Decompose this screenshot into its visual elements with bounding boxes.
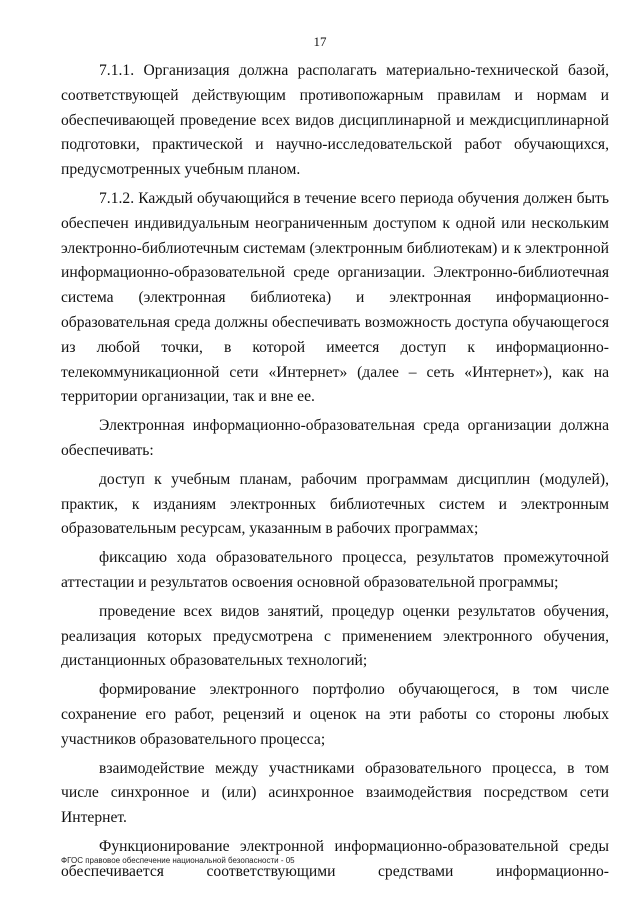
footer-document-code: ФГОС правовое обеспечение национальной безопасности - 05 xyxy=(61,856,295,865)
paragraph-functioning: Функционирование электронной информационно-образовательной среды обеспечивается соответствующими средствами информационно- xyxy=(61,837,609,880)
list-item-recording: фиксацию хода образовательного процесса, результатов промежуточной аттестации и результатов освоения основной образовательной программы; xyxy=(61,549,609,591)
paragraph-7-1-2: 7.1.2. Каждый обучающийся в течение всего периода обучения должен быть обеспечен индивидуальным неограниченным доступом к одной или нескольким электронно-библиотечным системам (электронным библиотекам) и к электронной информационно-образовательной среде организации. Электронно-библиотечная система (электронная библиотека) и электронная информационно-образовательная среда должны обеспечивать возможность доступа обучающегося из любой точки, в которой имеется доступ к информационно-телекоммуникационной сети «Интернет» (далее – сеть «Интернет»), как на территории организации, так и вне ее. xyxy=(61,189,609,406)
list-item-portfolio: формирование электронного портфолио обучающегося, в том числе сохранение его работ, рецензий и оценок на эти работы со стороны любых участников образовательного процесса; xyxy=(61,681,609,748)
page-number: 17 xyxy=(313,34,327,49)
paragraph-7-1-1: 7.1.1. Организация должна располагать материально-технической базой, соответствующей действующим противопожарным правилам и нормам и обеспечивающей проведение всех видов дисциплинарной и междисциплинарной подготовки, практической и научно-исследовательской работ обучающихся, предусмотренных учебным планом. xyxy=(61,62,609,179)
document-body xyxy=(61,59,609,889)
list-item-interaction: взаимодействие между участниками образовательного процесса, в том числе синхронное и (или) асинхронное взаимодействия посредством сети Интернет. xyxy=(61,759,609,827)
paragraph-environment-intro: Электронная информационно-образовательная среда организации должна обеспечивать: xyxy=(61,417,609,459)
list-item-conducting: проведение всех видов занятий, процедур оценки результатов обучения, реализация которых предусмотрена с применением электронного обучения, дистанционных образовательных технологий; xyxy=(61,602,609,670)
list-item-access: доступ к учебным планам, рабочим программам дисциплин (модулей), практик, к изданиям электронных библиотечных систем и электронным образовательным ресурсам, указанным в рабочих программах; xyxy=(61,470,609,538)
